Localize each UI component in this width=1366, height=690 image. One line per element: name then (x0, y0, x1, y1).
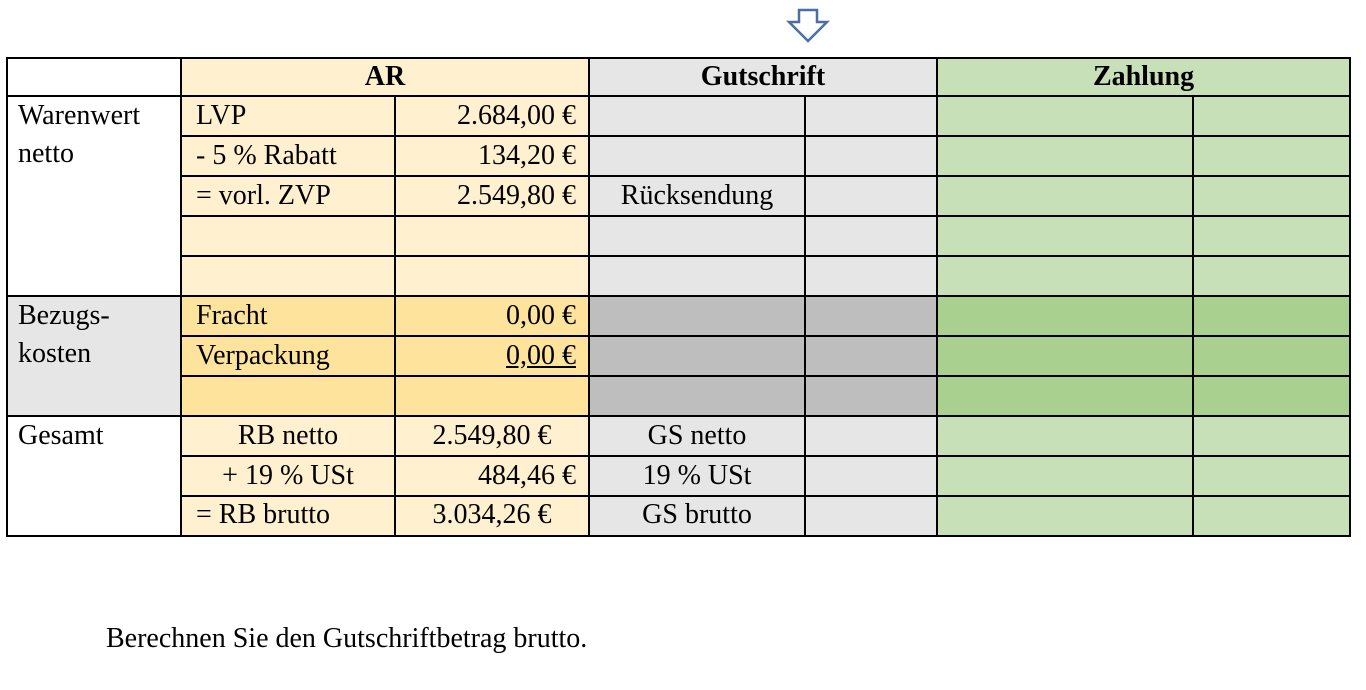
zahlung-cell (937, 296, 1193, 336)
gutschrift-cell (805, 136, 937, 176)
ruecksendung-label: Rücksendung (589, 176, 805, 216)
zahlung-cell (1193, 96, 1350, 136)
table-row (7, 296, 1350, 336)
table-row (7, 256, 1350, 296)
zahlung-cell (1193, 496, 1350, 536)
gutschrift-cell (589, 296, 805, 336)
zahlung-cell (1193, 296, 1350, 336)
zahlung-cell (1193, 176, 1350, 216)
zahlung-cell (1193, 456, 1350, 496)
table-row (7, 496, 1350, 536)
down-arrow-icon (786, 8, 830, 44)
verpackung-value: 0,00 € (395, 336, 589, 376)
gutschrift-cell (589, 96, 805, 136)
rabatt-label: - 5 % Rabatt (181, 136, 395, 176)
zahlung-cell (1193, 256, 1350, 296)
zahlung-cell (937, 416, 1193, 456)
table-row (7, 456, 1350, 496)
gutschrift-cell (589, 136, 805, 176)
zahlung-cell (937, 176, 1193, 216)
gutschrift-cell (805, 416, 937, 456)
fracht-value: 0,00 € (395, 296, 589, 336)
ust-value: 484,46 € (395, 456, 589, 496)
zahlung-cell (1193, 376, 1350, 416)
verpackung-label: Verpackung (181, 336, 395, 376)
gutschrift-cell (589, 336, 805, 376)
lvp-label: LVP (181, 96, 395, 136)
ar-empty-cell (395, 256, 589, 296)
gutschrift-cell (805, 296, 937, 336)
header-gutschrift: Gutschrift (589, 58, 937, 96)
header-empty-cell (7, 58, 181, 96)
gutschrift-cell (805, 496, 937, 536)
zahlung-cell (937, 136, 1193, 176)
group-label-gesamt: Gesamt (7, 416, 181, 536)
gutschrift-cell (805, 96, 937, 136)
zahlung-cell (937, 96, 1193, 136)
header-zahlung: Zahlung (937, 58, 1350, 96)
table-row (7, 136, 1350, 176)
gs-netto-label: GS netto (589, 416, 805, 456)
gutschrift-cell (589, 216, 805, 256)
gs-brutto-label: GS brutto (589, 496, 805, 536)
table-row (7, 96, 1350, 136)
gutschrift-cell (805, 376, 937, 416)
ar-empty-cell (181, 256, 395, 296)
table-row (7, 176, 1350, 216)
zahlung-cell (1193, 136, 1350, 176)
zvp-value: 2.549,80 € (395, 176, 589, 216)
header-row (7, 58, 1350, 96)
ar-empty-cell (395, 216, 589, 256)
gutschrift-cell (805, 176, 937, 216)
calculation-table (6, 57, 1351, 537)
table-row (7, 376, 1350, 416)
gutschrift-cell (805, 336, 937, 376)
header-ar: AR (181, 58, 589, 96)
zahlung-cell (937, 456, 1193, 496)
rb-netto-label: RB netto (181, 416, 395, 456)
gs-ust-label: 19 % USt (589, 456, 805, 496)
zvp-label: = vorl. ZVP (181, 176, 395, 216)
fracht-label: Fracht (181, 296, 395, 336)
zahlung-cell (1193, 216, 1350, 256)
zahlung-cell (1193, 336, 1350, 376)
group-label-warenwert: Warenwert netto (7, 96, 181, 296)
table-row (7, 336, 1350, 376)
ust-label: + 19 % USt (181, 456, 395, 496)
gutschrift-cell (805, 456, 937, 496)
zahlung-cell (1193, 416, 1350, 456)
zahlung-cell (937, 336, 1193, 376)
gutschrift-cell (805, 216, 937, 256)
zahlung-cell (937, 376, 1193, 416)
rb-netto-value: 2.549,80 € (395, 416, 589, 456)
ar-empty-cell (181, 376, 395, 416)
lvp-value: 2.684,00 € (395, 96, 589, 136)
zahlung-cell (937, 256, 1193, 296)
table-row (7, 216, 1350, 256)
zahlung-cell (937, 496, 1193, 536)
gutschrift-cell (589, 256, 805, 296)
rabatt-value: 134,20 € (395, 136, 589, 176)
gutschrift-cell (805, 256, 937, 296)
zahlung-cell (937, 216, 1193, 256)
rb-brutto-label: = RB brutto (181, 496, 395, 536)
task-instruction: Berechnen Sie den Gutschriftbetrag brutto. (106, 623, 588, 654)
group-label-bezugskosten: Bezugs-kosten (7, 296, 181, 416)
gutschrift-cell (589, 376, 805, 416)
rb-brutto-value: 3.034,26 € (395, 496, 589, 536)
ar-empty-cell (181, 216, 395, 256)
table-row (7, 416, 1350, 456)
ar-empty-cell (395, 376, 589, 416)
